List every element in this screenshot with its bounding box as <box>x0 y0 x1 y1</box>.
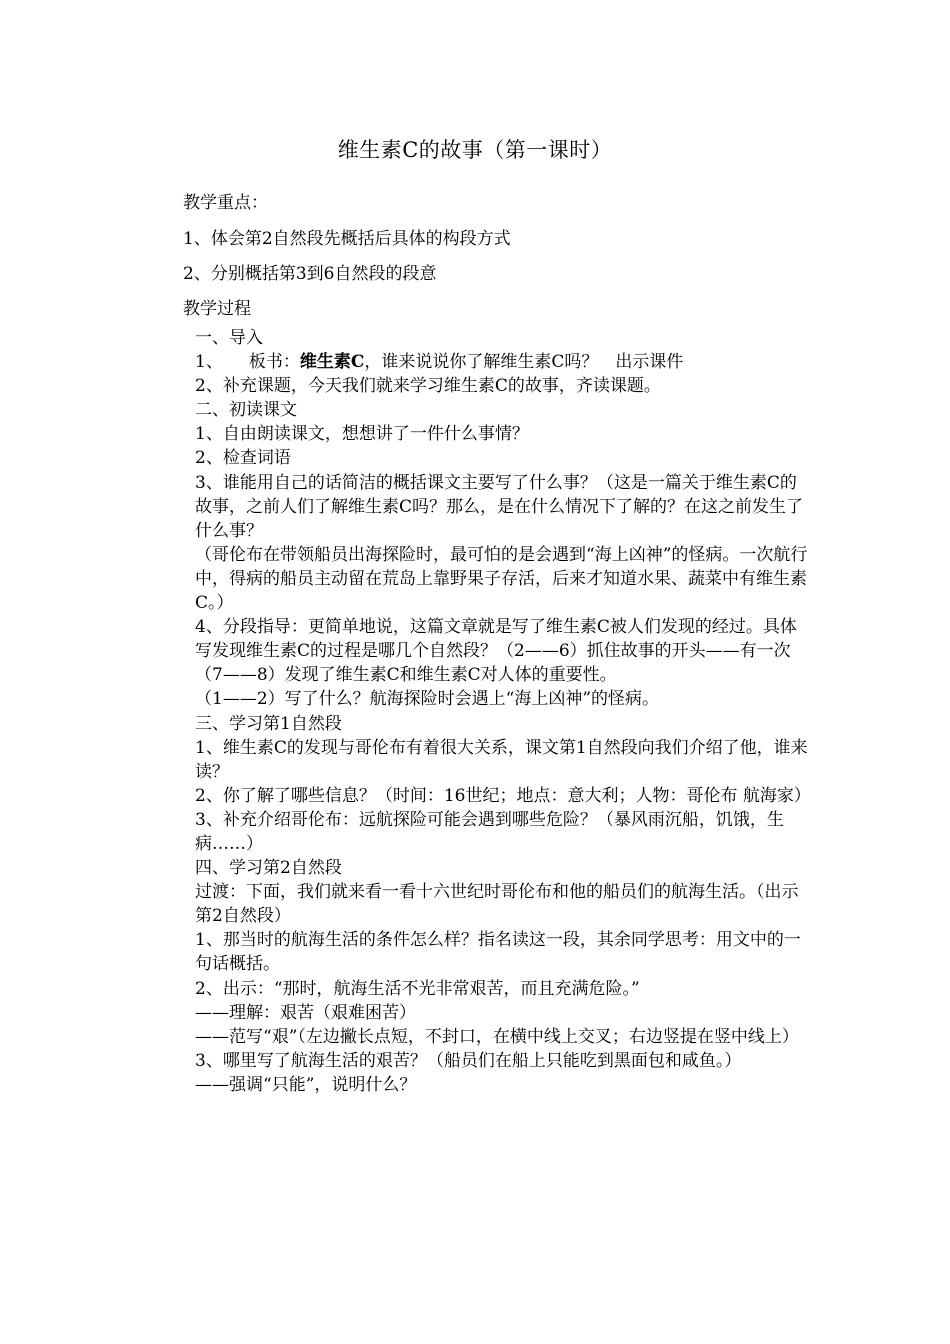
key-points-label: 教学重点： <box>183 193 268 213</box>
key-point-1: 1、体会第2自然段先概括后具体的构段方式 <box>183 229 511 249</box>
section-2-line-2: 2、检查词语 <box>195 448 291 469</box>
section-4-line-2: 1、那当时的航海生活的条件怎么样？指名读这一段，其余同学思考：用文中的一句话概括。 <box>195 930 801 975</box>
section-1-heading: 一、导入 <box>195 328 263 348</box>
section-3-line-3: 3、补充介绍哥伦布：远航探险可能会遇到哪些危险？（暴风雨沉船，饥饿，生病……） <box>195 809 784 854</box>
section-4-line-7: ——强调“只能”，说明什么？ <box>195 1074 417 1095</box>
section-4-line-5: ——范写“艰”（左边撇长点短，不封口，在横中线上交叉；右边竖提在竖中线上） <box>195 1026 799 1047</box>
section-2-line-7: （1——2）写了什么？航海探险时会遇上“海上凶神”的怪病。 <box>195 689 660 710</box>
lesson-body <box>195 326 810 1097</box>
section-2-line-1: 1、自由朗读课文，想想讲了一件什么事情？ <box>195 424 529 445</box>
process-label: 教学过程 <box>183 299 251 319</box>
line-rest: ，谁来说说你了解维生素C吗？ 出示课件 <box>364 352 684 373</box>
line-prefix: 板书： <box>248 352 300 373</box>
section-2-line-3: 3、谁能用自己的话简洁的概括课文主要写了什么事？（这是一篇关于维生素C的故事，之前人们了解维生素C吗？那么，是在什么情况下了解的？在这之前发生了什么事？ <box>195 472 804 541</box>
section-2-line-4: （哥伦布在带领船员出海探险时，最可怕的是会遇到“海上凶神”的怪病。一次航行中，得病的船员主动留在荒岛上靠野果子存活，后来才知道水果、蔬菜中有维生素C。） <box>195 544 808 614</box>
section-2-line-6: （7——8）发现了维生素C和维生素C对人体的重要性。 <box>195 665 617 686</box>
key-point-2: 2、分别概括第3到6自然段的段意 <box>183 264 437 284</box>
section-2-heading: 二、初读课文 <box>195 400 297 421</box>
section-1-line-2: 2、补充课题，今天我们就来学习维生素C的故事，齐读课题。 <box>195 376 661 397</box>
section-4-line-3: 2、出示：“那时，航海生活不光非常艰苦，而且充满危险。” <box>195 978 640 999</box>
line-number: 1、 <box>195 352 223 373</box>
section-4-line-6: 3、哪里写了航海生活的艰苦？（船员们在船上只能吃到黑面包和咸鱼。） <box>195 1050 742 1071</box>
section-3-heading: 三、学习第1自然段 <box>195 713 342 734</box>
section-3-line-1: 1、维生素C的发现与哥伦布有着很大关系，课文第1自然段向我们介绍了他，谁来读？ <box>195 737 808 782</box>
section-3-line-2: 2、你了解了哪些信息？（时间：16世纪；地点：意大利；人物：哥伦布 航海家） <box>195 785 811 806</box>
section-4-heading: 四、学习第2自然段 <box>195 858 342 879</box>
document-title: 维生素C的故事（第一课时） <box>337 138 613 162</box>
section-1-line-1 <box>195 350 810 374</box>
section-2-line-5: 4、分段指导：更简单地说，这篇文章就是写了维生素C被人们发现的经过。具体写发现维生素C的过程是哪几个自然段？（2——6）抓住故事的开头——有一次 <box>195 617 797 662</box>
section-4-line-1: 过渡：下面，我们就来看一看十六世纪时哥伦布和他的船员们的航海生活。（出示第2自然段） <box>195 882 799 927</box>
section-4-line-4: ——理解：艰苦（艰难困苦） <box>195 1002 416 1023</box>
bold-term: 维生素C <box>299 352 365 373</box>
